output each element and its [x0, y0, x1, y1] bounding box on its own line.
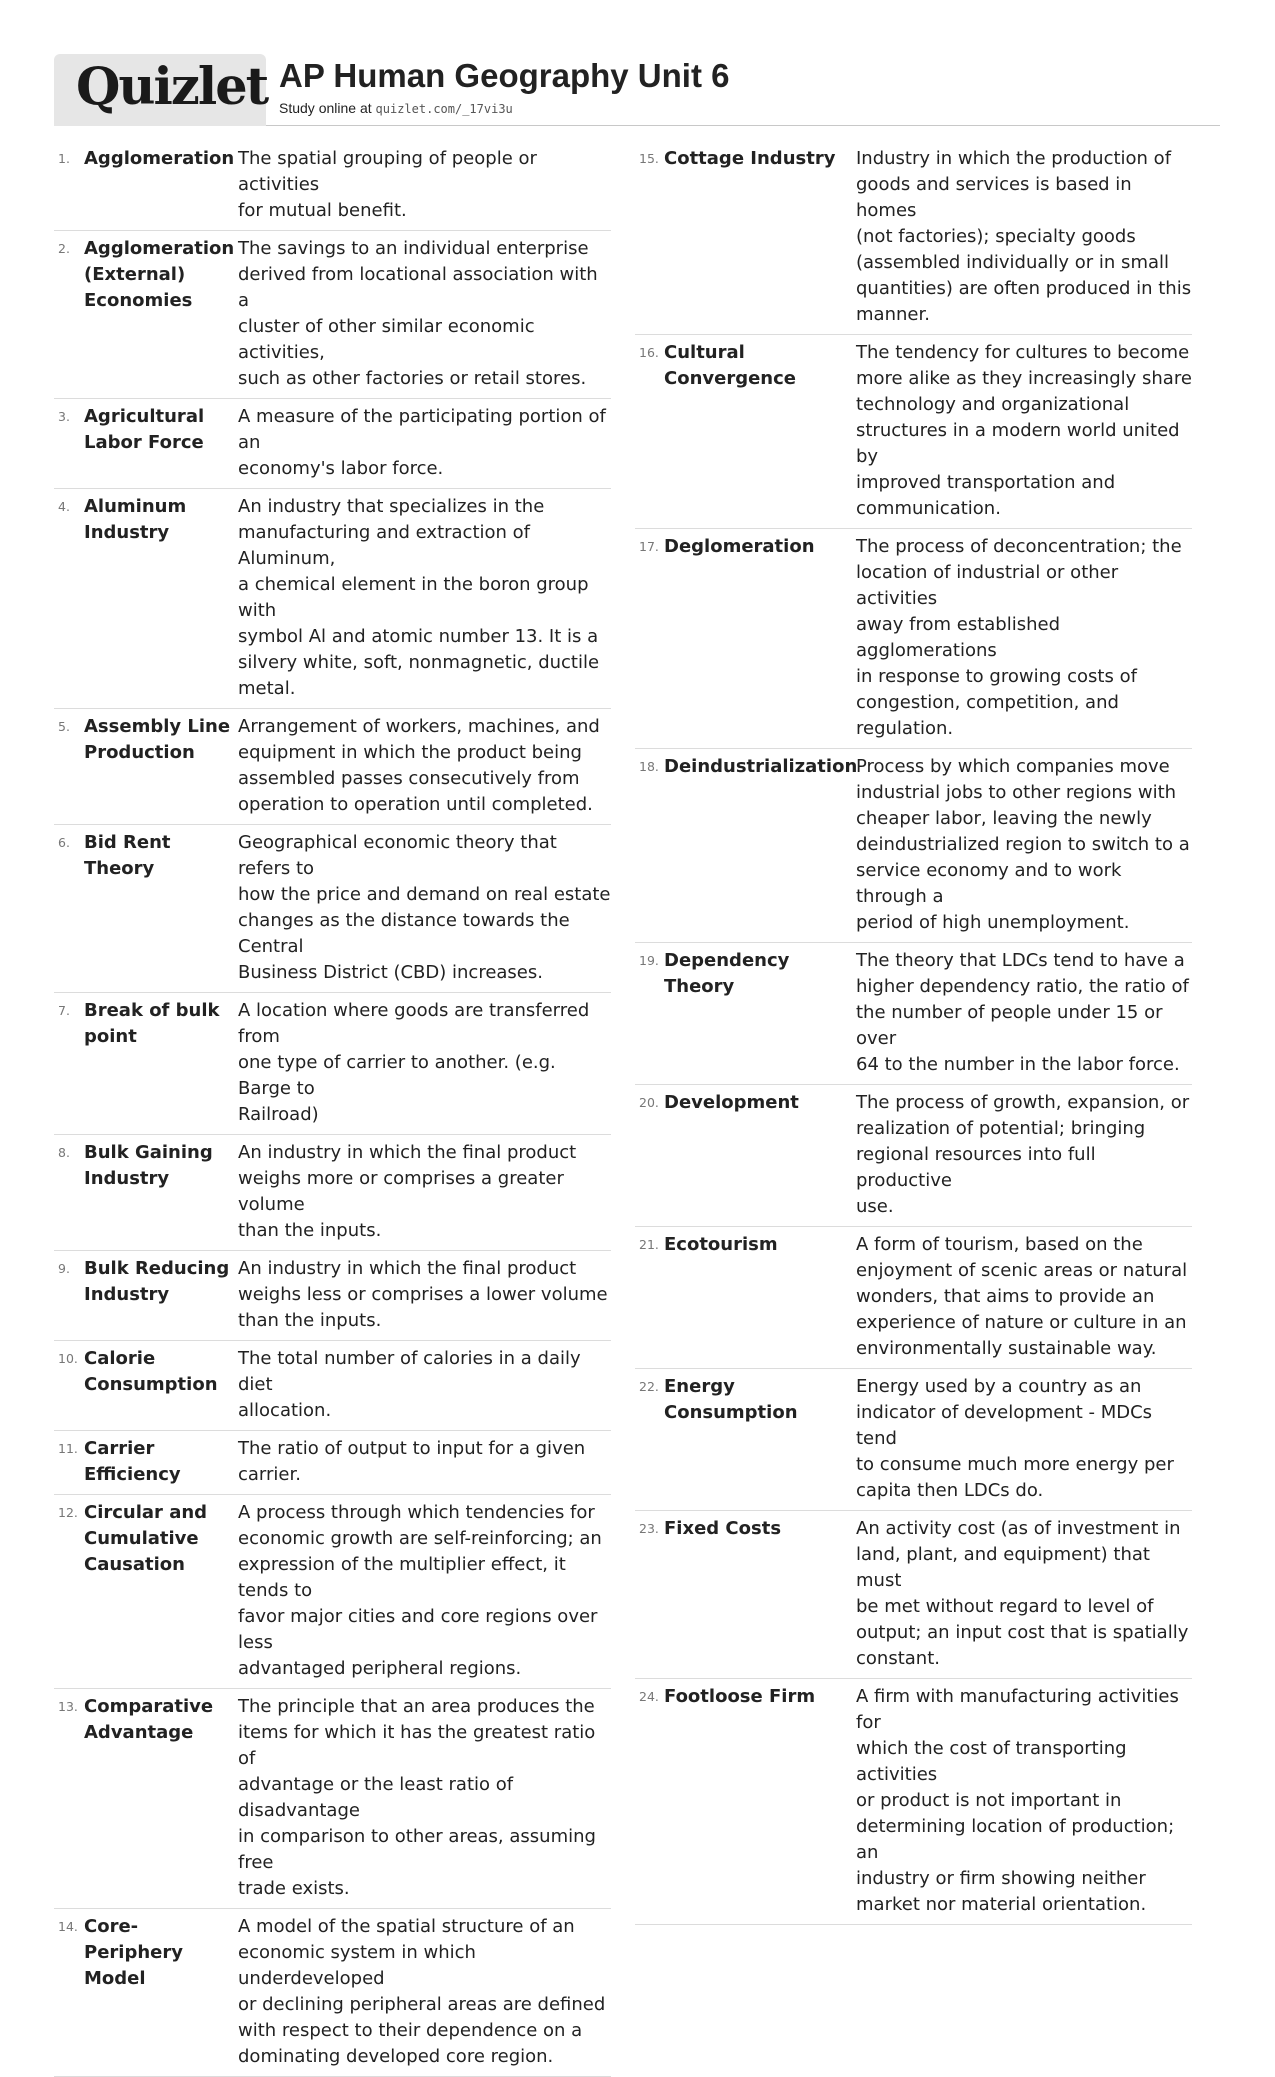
term-name: Aluminum Industry: [84, 496, 187, 543]
term-definition: Industry in which the production of goods and services is based in homes (not factories); specialty goods (assembled individually or in small quantities) are often produced in this manner.: [856, 148, 1192, 325]
term-name: Bulk Reducing Industry: [84, 1258, 230, 1305]
term-name: Circular and Cumulative Causation: [84, 1502, 208, 1575]
term-definition: Process by which companies move industrial jobs to other regions with cheaper labor, leaving the newly deindustrialized region to switch to a service economy and to work through a period of high unemployment.: [856, 756, 1190, 933]
page-title: AP Human Geography Unit 6: [279, 57, 730, 94]
term-definition: The tendency for cultures to become more alike as they increasingly share technology and organizational structures in a modern world united by improved transportation and communication.: [856, 342, 1192, 519]
term-row: [635, 749, 1192, 943]
term-number: 21.: [639, 1237, 659, 1252]
term-definition: A location where goods are transferred from one type of carrier to another. (e.g. Barge to Railroad): [238, 1000, 590, 1125]
page-header: [54, 54, 1220, 126]
term-row: [54, 825, 611, 993]
term-name: Dependency Theory: [664, 950, 790, 997]
term-name: Break of bulk point: [84, 1000, 220, 1047]
term-name: Development: [664, 1092, 799, 1113]
term-definition: Arrangement of workers, machines, and equipment in which the product being assembled passes consecutively from operation to operation until completed.: [238, 716, 600, 815]
term-definition: The theory that LDCs tend to have a higher dependency ratio, the ratio of the number of people under 15 or over 64 to the number in the labor force.: [856, 950, 1189, 1075]
term-definition: A measure of the participating portion of an economy's labor force.: [238, 406, 606, 479]
term-number: 13.: [58, 1699, 78, 1714]
term-number: 16.: [639, 345, 659, 360]
term-name: Fixed Costs: [664, 1518, 782, 1539]
study-url: quizlet.com/_17vi3u: [375, 102, 513, 116]
term-name: Agglomeration (External) Economies: [84, 238, 235, 311]
term-name: Agglomeration: [84, 148, 235, 169]
term-definition: An industry that specializes in the manufacturing and extraction of Aluminum, a chemical element in the boron group with symbol Al and atomic number 13. It is a silvery white, soft, nonmagnetic, ductile metal.: [238, 496, 600, 699]
term-row: [54, 1341, 611, 1431]
term-row: [54, 1251, 611, 1341]
term-name: Carrier Efficiency: [84, 1438, 181, 1485]
term-name: Energy Consumption: [664, 1376, 798, 1423]
term-number: 20.: [639, 1095, 659, 1110]
term-definition: The process of deconcentration; the location of industrial or other activities away from established agglomerations in response to growing costs of congestion, competition, and regulation.: [856, 536, 1182, 739]
term-name: Agricultural Labor Force: [84, 406, 205, 453]
term-row: [635, 1679, 1192, 1925]
term-row: [54, 231, 611, 399]
term-row: [54, 1495, 611, 1689]
term-row: [54, 399, 611, 489]
term-number: 6.: [58, 835, 70, 850]
term-number: 9.: [58, 1261, 70, 1276]
term-row: [635, 943, 1192, 1085]
term-number: 10.: [58, 1351, 78, 1366]
term-number: 24.: [639, 1689, 659, 1704]
term-definition: A firm with manufacturing activities for which the cost of transporting activities or product is not important in determining location of production; an industry or firm showing neither market nor material orientation.: [856, 1686, 1179, 1915]
term-number: 15.: [639, 151, 659, 166]
term-number: 5.: [58, 719, 70, 734]
term-row: [54, 1689, 611, 1909]
term-row: [635, 1227, 1192, 1369]
term-number: 3.: [58, 409, 70, 424]
term-definition: The savings to an individual enterprise derived from locational association with a cluster of other similar economic activities, such as other factories or retail stores.: [238, 238, 598, 389]
term-definition: An activity cost (as of investment in land, plant, and equipment) that must be met without regard to level of output; an input cost that is spatially constant.: [856, 1518, 1189, 1669]
term-name: Comparative Advantage: [84, 1696, 214, 1743]
term-name: Cottage Industry: [664, 148, 836, 169]
term-number: 12.: [58, 1505, 78, 1520]
term-definition: The total number of calories in a daily diet allocation.: [238, 1348, 581, 1421]
term-row: [54, 1431, 611, 1495]
term-definition: A model of the spatial structure of an economic system in which underdeveloped or declining peripheral areas are defined with respect to their dependence on a dominating developed core region.: [238, 1916, 606, 2067]
term-number: 23.: [639, 1521, 659, 1536]
term-name: Bulk Gaining Industry: [84, 1142, 213, 1189]
term-number: 18.: [639, 759, 659, 774]
term-name: Assembly Line Production: [84, 716, 231, 763]
term-row: [635, 335, 1192, 529]
term-name: Core-Periphery Model: [84, 1916, 183, 1989]
term-row: [635, 1511, 1192, 1679]
term-row: [635, 1369, 1192, 1511]
term-number: 4.: [58, 499, 70, 514]
term-row: [635, 529, 1192, 749]
term-definition: The process of growth, expansion, or realization of potential; bringing regional resources into full productive use.: [856, 1092, 1190, 1217]
term-row: [54, 993, 611, 1135]
logo-text: Quizlet: [76, 57, 268, 117]
term-name: Ecotourism: [664, 1234, 778, 1255]
term-row: [54, 1135, 611, 1251]
term-number: 2.: [58, 241, 70, 256]
term-definition: The ratio of output to input for a given carrier.: [238, 1438, 586, 1485]
left-term-column: [54, 141, 611, 2077]
term-definition: The spatial grouping of people or activities for mutual benefit.: [238, 148, 537, 221]
right-term-column: [635, 141, 1192, 1925]
quizlet-logo: [54, 54, 266, 126]
term-number: 19.: [639, 953, 659, 968]
term-number: 22.: [639, 1379, 659, 1394]
term-number: 17.: [639, 539, 659, 554]
term-row: [54, 489, 611, 709]
term-row: [635, 1085, 1192, 1227]
term-row: [54, 141, 611, 231]
term-name: Bid Rent Theory: [84, 832, 171, 879]
term-definition: Geographical economic theory that refers to how the price and demand on real estate changes as the distance towards the Central Business District (CBD) increases.: [238, 832, 611, 983]
term-definition: A process through which tendencies for economic growth are self-reinforcing; an expression of the multiplier effect, it tends to favor major cities and core regions over less advantaged peripheral regions.: [238, 1502, 602, 1679]
page-subtitle: [279, 100, 513, 116]
term-definition: An industry in which the final product weighs more or comprises a greater volume than the inputs.: [238, 1142, 577, 1241]
term-number: 1.: [58, 151, 70, 166]
term-name: Footloose Firm: [664, 1686, 816, 1707]
term-definition: A form of tourism, based on the enjoyment of scenic areas or natural wonders, that aims to provide an experience of nature or culture in an environmentally sustainable way.: [856, 1234, 1188, 1359]
term-name: Deindustrialization: [664, 756, 858, 777]
term-number: 7.: [58, 1003, 70, 1018]
term-number: 11.: [58, 1441, 78, 1456]
term-row: [54, 709, 611, 825]
term-number: 14.: [58, 1919, 78, 1934]
term-number: 8.: [58, 1145, 70, 1160]
term-name: Calorie Consumption: [84, 1348, 218, 1395]
term-definition: Energy used by a country as an indicator of development - MDCs tend to consume much more energy per capita then LDCs do.: [856, 1376, 1174, 1501]
subtitle-prefix: Study online at: [279, 100, 376, 116]
term-name: Cultural Convergence: [664, 342, 796, 389]
term-definition: The principle that an area produces the items for which it has the greatest ratio of advantage or the least ratio of disadvantage in comparison to other areas, assuming free trade exists.: [238, 1696, 596, 1899]
term-definition: An industry in which the final product weighs less or comprises a lower volume than the inputs.: [238, 1258, 608, 1331]
term-row: [54, 1909, 611, 2077]
term-row: [635, 141, 1192, 335]
term-name: Deglomeration: [664, 536, 815, 557]
